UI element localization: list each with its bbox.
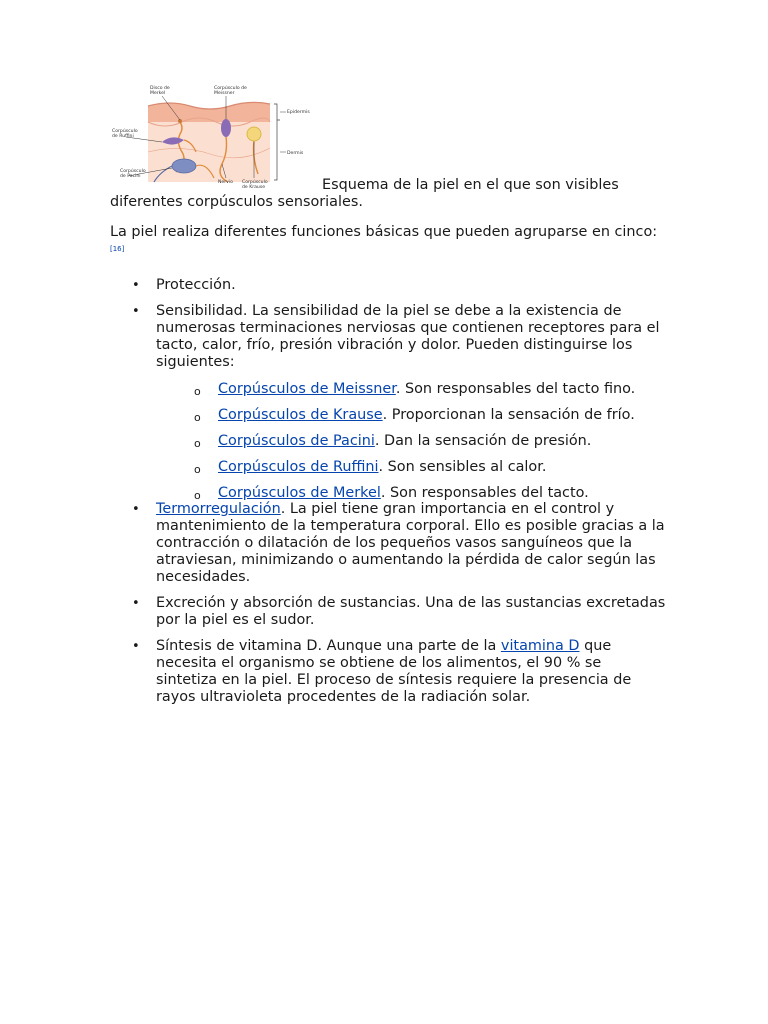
reference-link[interactable]: [16] [110,245,125,253]
list-item-termorregulacion [110,501,666,586]
proteccion-text: Protección. [156,277,236,293]
intro-text: La piel realiza diferentes funciones básicas que pueden agruparse en cinco: [110,224,658,240]
pacini-corpuscle [172,159,196,173]
sintesis-text-before: Síntesis de vitamina D. Aunque una parte de la [156,638,501,654]
figure-caption-line2: diferentes corpúsculos sensoriales. [110,194,363,210]
sublist-item-merkel [156,485,666,502]
figure-block [110,82,666,192]
label-pacini-1: Corpúsculo [120,169,146,174]
krause-corpuscle [247,127,261,141]
list-item-sensibilidad [110,303,666,502]
label-dermis: Dermis [287,151,304,156]
link-vitamina-d[interactable]: vitamina D [500,638,580,654]
sublist-item-meissner [156,381,666,398]
meissner-corpuscle [221,119,231,137]
list-item-sintesis [110,638,666,706]
link-pacini[interactable]: Corpúsculos de Pacini [218,433,375,449]
sintesis-text-after: que necesita el organismo se obtiene de los alimentos, el 90 % se sintetiza en la piel. El proceso de síntesis requiere la presencia de rayos ultravioleta procedentes de la radiación solar. [156,638,632,705]
termorregulacion-text: . La piel tiene gran importancia en el control y mantenimiento de la temperatura corporal. Ello es posible gracias a la contracción o dilatación de los pequeños vasos sanguíneos que la atraviesan, minimizando o aumentando la pérdida de calor según las necesidades. [156,501,665,585]
label-merkel-2: Merkel [150,91,166,96]
document-body [110,82,666,715]
merkel-desc: . Son responsables del tacto. [380,485,589,501]
ruffini-desc: . Son sensibles al calor. [378,459,547,475]
label-meissner-2: Meissner [214,91,235,96]
label-meissner-1: Corpúsculo de [214,86,247,91]
link-merkel[interactable]: Corpúsculos de Merkel [218,485,381,501]
label-ruffini-1: Corpúsculo [112,129,138,134]
label-krause-2: de Krause [242,185,266,190]
intro-paragraph [110,224,666,262]
list-item-proteccion [110,277,666,294]
label-epidermis: Epidermis [287,110,310,115]
skin-diagram [110,82,315,192]
link-krause[interactable]: Corpúsculos de Krause [218,407,383,423]
krause-desc: . Proporcionan la sensación de frío. [382,407,635,423]
link-termorregulacion[interactable]: Termorregulación [156,501,281,517]
pacini-desc: . Dan la sensación de presión. [374,433,592,449]
figure-caption-line1: Esquema de la piel en el que son visibles [322,177,619,193]
sublist-item-krause [156,407,666,424]
link-meissner[interactable]: Corpúsculos de Meissner [218,381,396,397]
meissner-desc: . Son responsables del tacto fino. [395,381,636,397]
label-pacini-2: de Pacini [120,174,141,179]
excrecion-text: Excreción y absorción de sustancias. Una de las sustancias excretadas por la piel es el sudor. [156,595,666,628]
sublist-item-pacini [156,433,666,450]
corpuscles-sublist [156,381,666,502]
label-merkel-1: Disco de [150,86,170,91]
list-item-excrecion [110,595,666,629]
sensibilidad-text: Sensibilidad. La sensibilidad de la piel se debe a la existencia de numerosas terminaciones nerviosas que contienen receptores para el tacto, calor, frío, presión vibración y dolor. Pueden distinguirse los siguientes: [156,303,660,370]
sublist-item-ruffini [156,459,666,476]
label-krause-1: Corpúsculo [242,180,268,185]
label-nervio: Nervio [218,180,233,185]
label-ruffini-2: de Ruffini [112,134,134,139]
link-ruffini[interactable]: Corpúsculos de Ruffini [218,459,379,475]
functions-list [110,277,666,706]
